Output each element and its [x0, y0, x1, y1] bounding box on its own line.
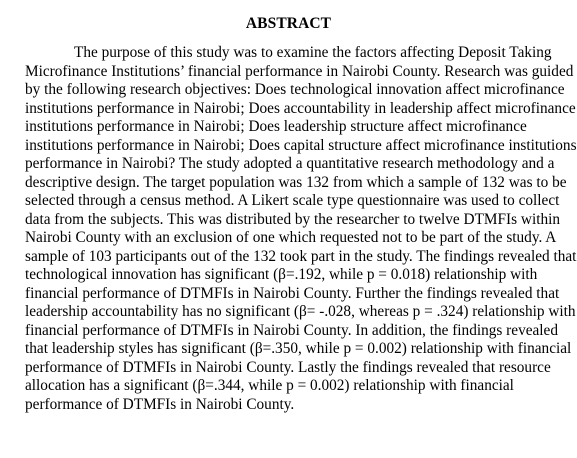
abstract-paragraph: The purpose of this study was to examine the factors affecting Deposit Taking Microfinance Institutions’ financial performance in Nairobi County. Research was guided by the following research objectives: Does technological innovation affect microfinance institutions performance in Nairobi; Does accountability in leadership affect microfinance institutions performance in Nairobi; Does leadership structure affect microfinance institutions performance in Nairobi; Does capital structure affect microfinance institutions performance in Nairobi? The study adopted a quantitative research methodology and a descriptive design. The target population was 132 from which a sample of 132 was to be selected through a census method. A Likert scale type questionnaire was used to collect data from the subjects. This was distributed by the researcher to twelve DTMFIs within Nairobi County with an exclusion of one which requested not to be part of the study. A sample of 103 participants out of the 132 took part in the study. The findings revealed that technological innovation has significant (β=.192, while p = 0.018) relationship with financial performance of DTMFIs in Nairobi County. Further the findings revealed that leadership accountability has no significant (β= -.028, whereas p = .324) relationship with financial performance of DTMFIs in Nairobi County. In addition, the findings revealed that leadership styles has significant (β=.350, while p = 0.002) relationship with financial performance of DTMFIs in Nairobi County. Lastly the findings revealed that resource allocation has a significant (β=.344, while p = 0.002) relationship with financial performance of DTMFIs in Nairobi County.: [25, 44, 577, 413]
abstract-heading: ABSTRACT: [245, 15, 332, 32]
